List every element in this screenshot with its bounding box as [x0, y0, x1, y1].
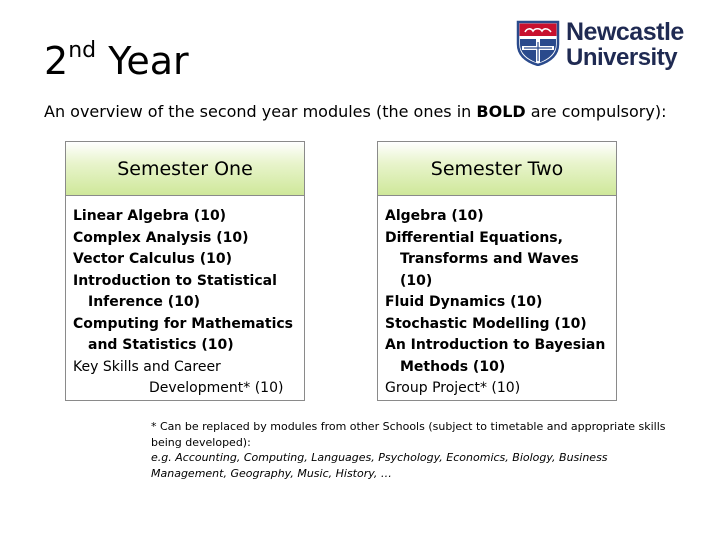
module-item: Vector Calculus (10) — [73, 251, 232, 267]
module-item: Key Skills and Career Development* (10) — [73, 358, 284, 396]
module-item: Complex Analysis (10) — [73, 229, 249, 246]
module-item: Algebra (10) — [385, 208, 484, 224]
logo-text — [566, 20, 684, 70]
module-item: Linear Algebra (10) — [73, 208, 227, 224]
module-item: Differential Equations, Transforms and Waves (10) — [385, 229, 579, 289]
footnote-examples: e.g. Accounting, Computing, Languages, Psychology, Economics, Biology, Business Management, Geography, Music, History, … — [151, 451, 608, 480]
logo-line1: Newcastle — [566, 18, 684, 46]
shield-icon — [516, 20, 560, 66]
semester-one-box — [65, 141, 305, 401]
semester-two-box — [377, 141, 617, 401]
module-item: Computing for Mathematics and Statistics (10) — [73, 315, 294, 353]
module-item: An Introduction to Bayesian Methods (10) — [385, 337, 606, 375]
module-item: Introduction to Statistical Inference (10) — [73, 272, 277, 310]
page-subtitle: An overview of the second year modules (the ones in BOLD are compulsory): — [44, 102, 667, 121]
semester-two-heading: Semester Two — [378, 142, 616, 196]
footnote-main: * Can be replaced by modules from other Schools (subject to timetable and appropriate skills being developed): — [151, 420, 666, 449]
page-title: 2nd Year — [44, 38, 189, 83]
module-item: Fluid Dynamics (10) — [385, 294, 543, 310]
semester-two-module-list — [378, 196, 616, 404]
logo-line2: University — [566, 44, 678, 71]
university-logo — [514, 18, 686, 70]
semester-one-heading: Semester One — [66, 142, 304, 196]
module-item: Stochastic Modelling (10) — [385, 315, 587, 332]
module-item: Group Project* (10) — [385, 380, 521, 396]
footnote — [151, 419, 681, 481]
semester-one-module-list — [66, 196, 304, 404]
